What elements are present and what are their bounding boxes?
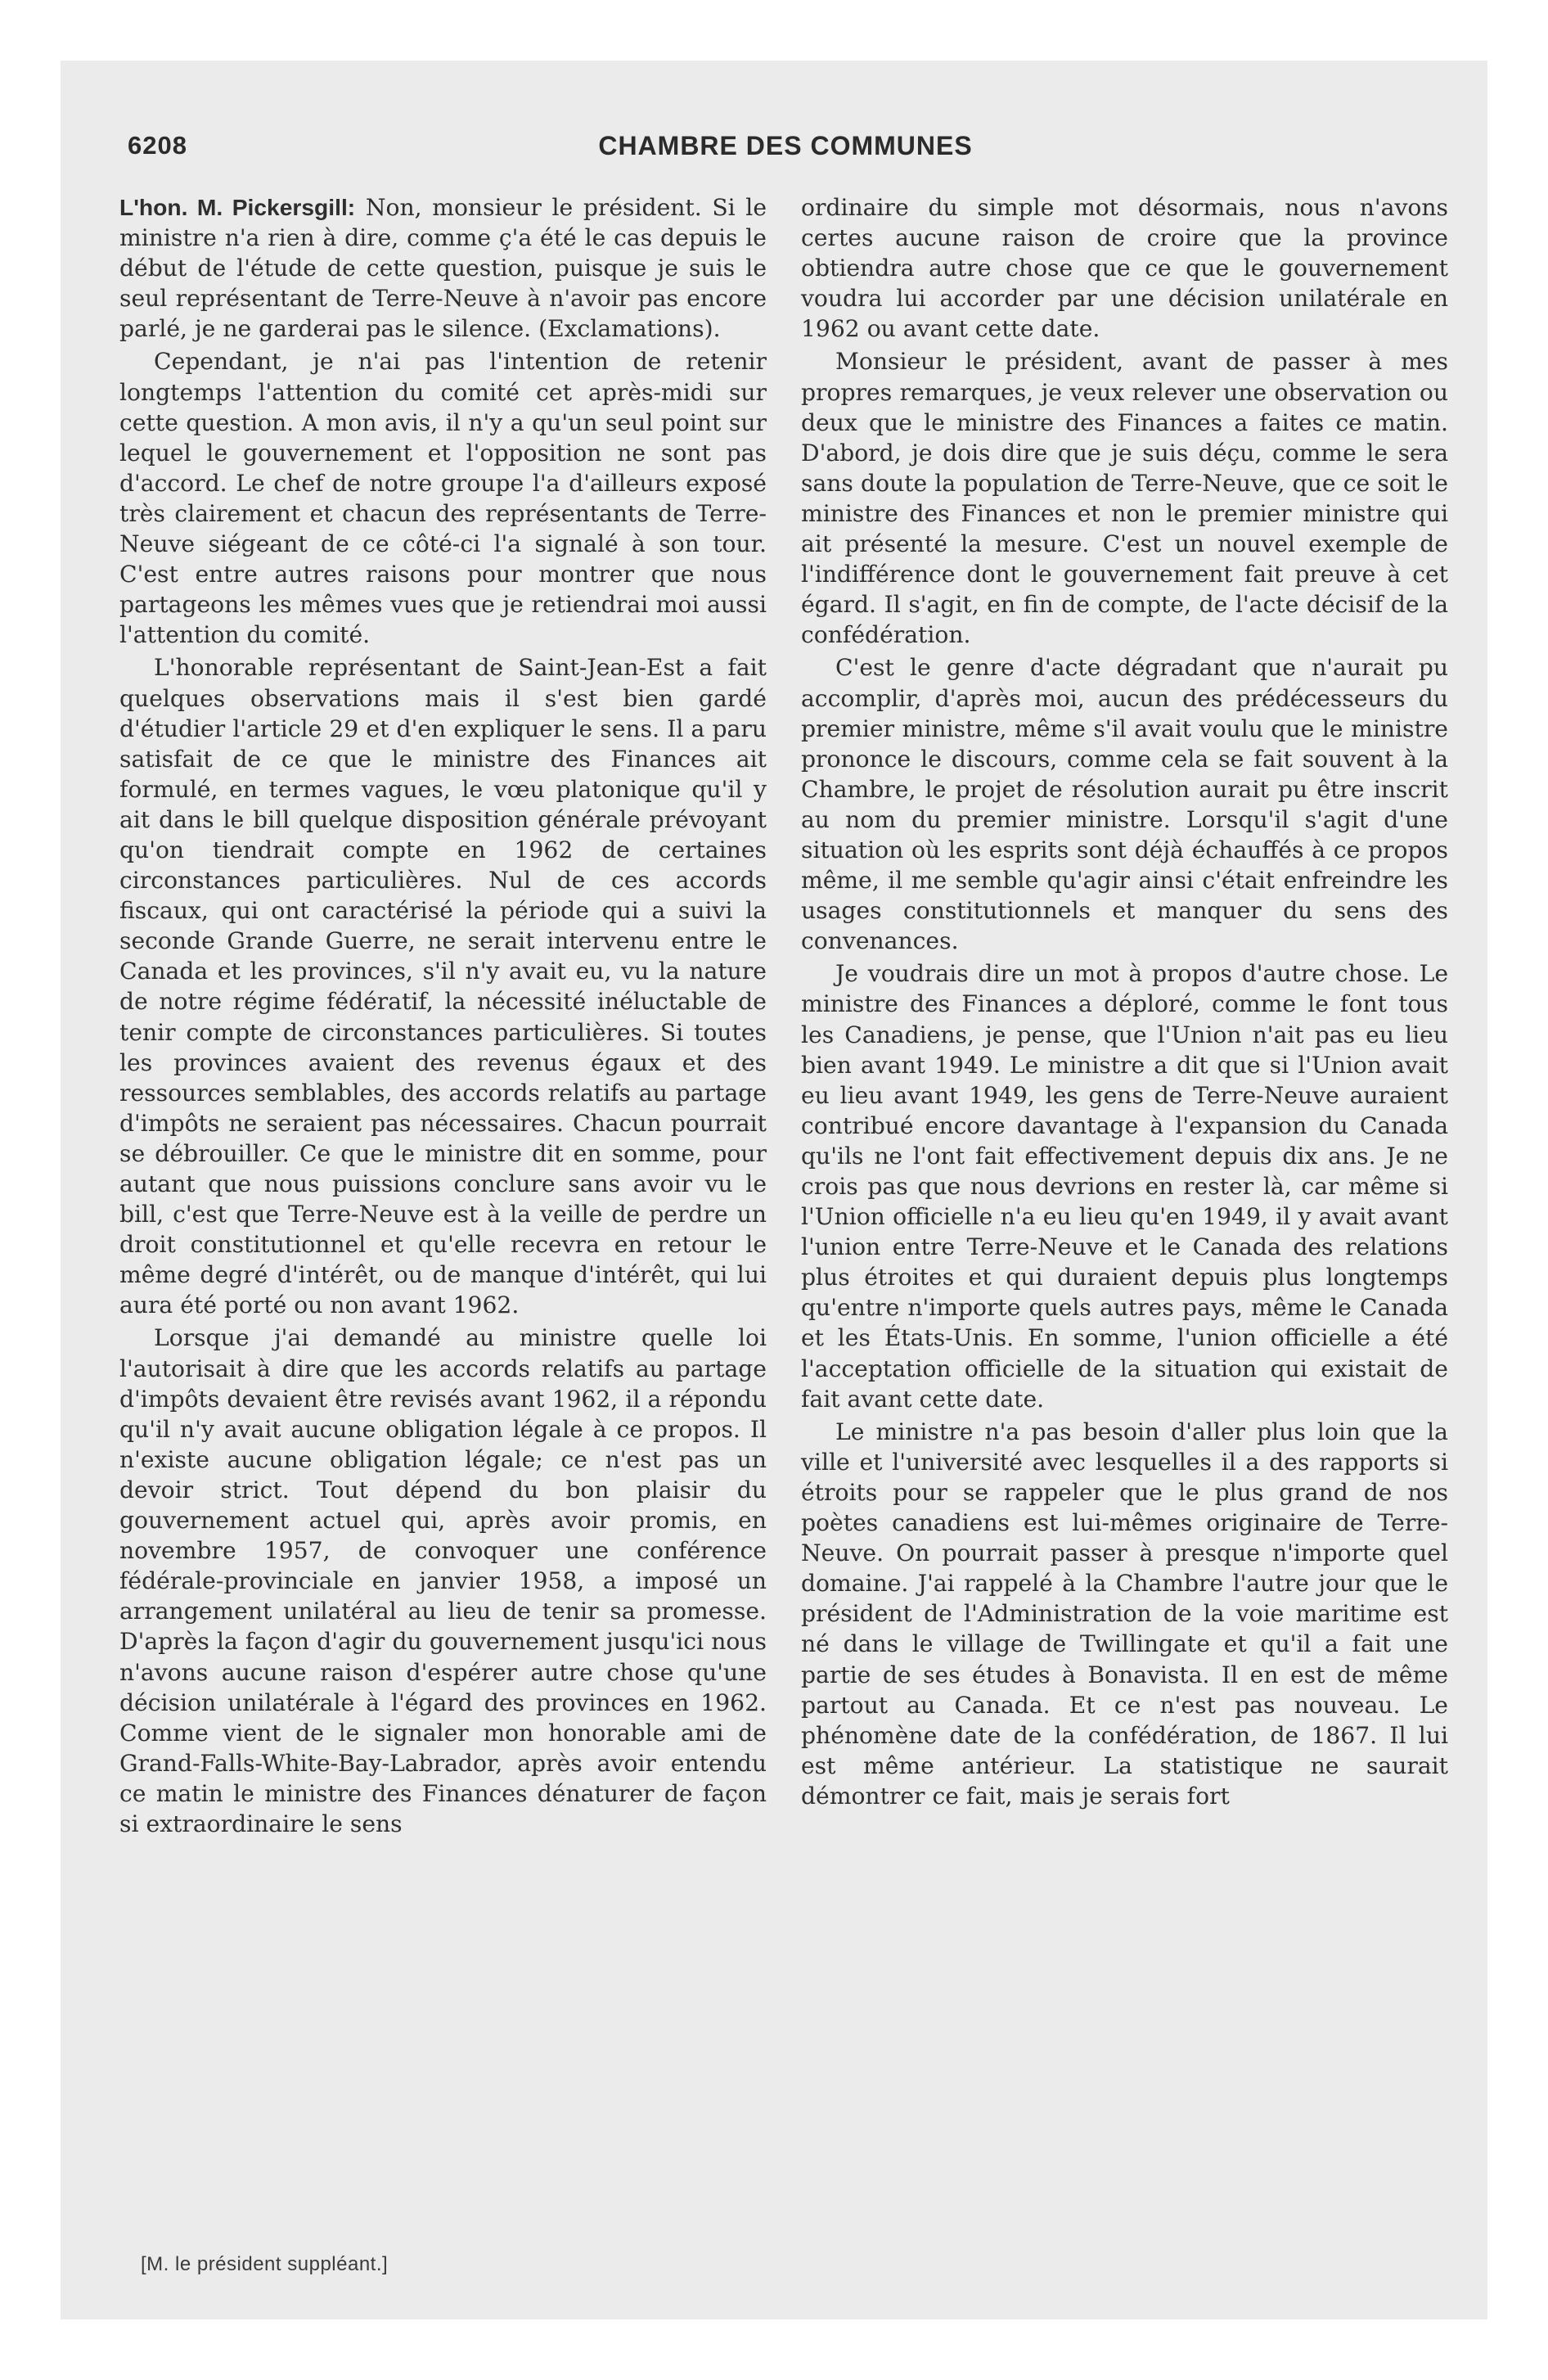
paragraph: Je voudrais dire un mot à propos d'autre chose. Le ministre des Finances a déploré, comme le font tous les Canadiens, je pense, que l'Union n'ait pas eu lieu bien avant 1949. Le ministre a dit que si l'Union avait eu lieu avant 1949, les gens de Terre-Neuve auraient contribué encore davantage à l'expansion du Canada qu'ils ne l'ont fait effectivement depuis dix ans. Je ne crois pas que nous devrions en rester là, car même si l'Union officielle n'a eu lieu qu'en 1949, il y avait avant l'union entre Terre-Neuve et le Canada des relations plus étroites et qui duraient depuis plus longtemps qu'entre n'importe quels autres pays, même le Canada et les États-Unis. En somme, l'union officielle a été l'acceptation officielle de la situation qui existait de fait avant cette date. — [801, 960, 1448, 1413]
paragraph: ordinaire du simple mot désormais, nous n'avons certes aucune raison de croire que la province obtiendra autre chose que ce que le gouvernement voudra lui accorder par une décision unilatérale en 1962 ou avant cette date. — [801, 194, 1448, 343]
right-column — [801, 192, 1448, 1814]
paragraph — [119, 192, 767, 344]
page-title: CHAMBRE DES COMMUNES — [598, 131, 973, 160]
paragraph: Cependant, je n'ai pas l'intention de retenir longtemps l'attention du comité cet après-midi sur cette question. A mon avis, il n'y a qu'un seul point sur lequel le gouvernement et l'opposition ne sont pas d'accord. Le chef de notre groupe l'a d'ailleurs exposé très clairement et chacun des représentants de Terre-Neuve siégeant de ce côté-ci l'a signalé à son tour. C'est entre autres raisons pour montrer que nous partageons les mêmes vues que je retiendrai moi aussi l'attention du comité. — [119, 348, 767, 649]
left-column — [119, 192, 767, 1841]
paragraph: L'honorable représentant de Saint-Jean-Est a fait quelques observations mais il s'est bien gardé d'étudier l'article 29 et d'en expliquer le sens. Il a paru satisfait de ce que le ministre des Finances ait formulé, en termes vagues, le vœu platonique qu'il y ait dans le bill quelque disposition générale prévoyant qu'on tiendrait compte en 1962 de certaines circonstances particulières. Nul de ces accords fiscaux, qui ont caractérisé la période qui a suivi la seconde Grande Guerre, ne serait intervenu entre le Canada et les provinces, s'il n'y avait eu, vu la nature de notre régime fédératif, la nécessité inéluctable de tenir compte de circonstances particulières. Si toutes les provinces avaient des revenus égaux et des ressources semblables, des accords relatifs au partage d'impôts ne seraient pas nécessaires. Chacun pourrait se débrouiller. Ce que le ministre dit en somme, pour autant que nous puissions conclure sans avoir vu le bill, c'est que Terre-Neuve est à la veille de perdre un droit constitutionnel et qu'elle recevra en retour le même degré d'intérêt, ou de manque d'intérêt, qui lui aura été porté ou non avant 1962. — [119, 654, 767, 1319]
speaker-name: L'hon. M. Pickersgill: — [119, 194, 356, 220]
paragraph-text: Non, monsieur le président. Si le ministre n'a rien à dire, comme ç'a été le cas depuis le début de l'étude de cette question, puisque je suis le seul représentant de Terre-Neuve à n'avoir pas encore parlé, je ne garderai pas le silence. (Exclamations). — [119, 194, 767, 343]
page-number: 6208 — [128, 131, 187, 160]
paragraph: Lorsque j'ai demandé au ministre quelle loi l'autorisait à dire que les accords relatifs au partage d'impôts devaient être revisés avant 1962, il a répondu qu'il n'y avait aucune obligation légale à ce propos. Il n'existe aucune obligation légale; ce n'est pas un devoir strict. Tout dépend du bon plaisir du gouvernement actuel qui, après avoir promis, en novembre 1957, de convoquer une conférence fédérale-provinciale en janvier 1958, a imposé un arrangement unilatéral au lieu de tenir sa promesse. D'après la façon d'agir du gouvernement jusqu'ici nous n'avons aucune raison d'espérer autre chose qu'une décision unilatérale à l'égard des provinces en 1962. Comme vient de le signaler mon honorable ami de Grand-Falls-White-Bay-Labrador, après avoir entendu ce matin le ministre des Finances dénaturer de façon si extraordinaire le sens — [119, 1324, 767, 1837]
paragraph: C'est le genre d'acte dégradant que n'aurait pu accomplir, d'après moi, aucun des prédécesseurs du premier ministre, même s'il avait voulu que le ministre prononce le discours, comme cela se fait souvent à la Chambre, le projet de résolution aurait pu être inscrit au nom du premier ministre. Lorsqu'il s'agit d'une situation où les esprits sont déjà échauffés à ce propos même, il me semble qu'agir ainsi c'était enfreindre les usages constitutionnels et manquer du sens des convenances. — [801, 654, 1448, 955]
paragraph: Monsieur le président, avant de passer à mes propres remarques, je veux relever une observation ou deux que le ministre des Finances a faites ce matin. D'abord, je dois dire que je suis déçu, comme le sera sans doute la population de Terre-Neuve, que ce soit le ministre des Finances et non le premier ministre qui ait présenté la mesure. C'est un nouvel exemple de l'indifférence dont le gouvernement fait preuve à cet égard. Il s'agit, en fin de compte, de l'acte décisif de la confédération. — [801, 348, 1448, 649]
footer-note: [M. le président suppléant.] — [141, 2253, 389, 2275]
paragraph: Le ministre n'a pas besoin d'aller plus loin que la ville et l'université avec lesquelles il a des rapports si étroits pour se rappeler que le plus grand de nos poètes canadiens est lui-mêmes originaire de Terre-Neuve. On pourrait passer à presque n'importe quel domaine. J'ai rappelé à la Chambre l'autre jour que le président de l'Administration de la voie maritime est né dans le village de Twillingate et qu'il a fait une partie de ses études à Bonavista. Il en est de même partout au Canada. Et ce n'est pas nouveau. Le phénomène date de la confédération, de 1867. Il lui est même antérieur. La statistique ne saurait démontrer ce fait, mais je serais fort — [801, 1418, 1448, 1810]
